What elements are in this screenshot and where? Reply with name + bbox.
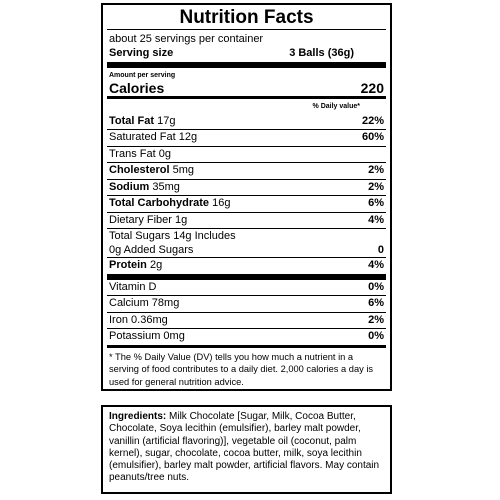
nutrient-row <box>107 195 386 212</box>
vitamins-list <box>103 280 390 345</box>
ingredients-heading: Ingredients: <box>109 411 167 422</box>
nutrient-name: Saturated Fat <box>109 131 176 143</box>
vitamin-name: Iron <box>109 313 128 326</box>
vitamin-row <box>107 280 386 296</box>
vitamin-name: Calcium <box>109 297 149 309</box>
nutrient-dv: 60% <box>361 131 384 143</box>
nutrient-amount: 0g <box>158 147 171 160</box>
protein-amount: 2g <box>149 259 163 271</box>
calories-label: Calories <box>109 79 165 96</box>
nutrient-dv: 4% <box>368 213 384 226</box>
nutrient-dv: 2% <box>368 164 384 176</box>
vitamin-dv: 2% <box>368 313 384 326</box>
nutrient-name: Sodium <box>109 180 150 193</box>
nutrient-amount: 1g <box>175 213 188 226</box>
nutrient-amount: 17g <box>157 114 176 127</box>
vitamin-dv: 0% <box>368 330 384 342</box>
nutrition-title: Nutrition Facts <box>179 7 314 28</box>
amount-per-serving: Amount per serving <box>109 71 176 79</box>
nutrient-row <box>107 114 386 130</box>
nutrient-amount: 5mg <box>172 164 194 176</box>
vitamin-row <box>107 312 386 329</box>
nutrient-name: Cholesterol <box>109 164 170 176</box>
nutrient-row <box>107 212 386 229</box>
nutrient-name: Dietary Fiber <box>109 213 172 226</box>
nutrient-amount: 35mg <box>152 180 180 193</box>
ingredients-panel <box>101 405 392 494</box>
nutrient-dv: 22% <box>361 114 384 127</box>
serving-size-value: 3 Balls (36g) <box>289 47 354 59</box>
sugars-row <box>107 228 386 257</box>
nutrient-name: Total Carbohydrate <box>109 197 210 209</box>
daily-value-footnote: * The % Daily Value (DV) tells you how much a nutrient in a serving of food contributes to a daily diet. 2,000 calories a day is used for general nutrition advice. <box>109 351 374 387</box>
vitamin-dv: 0% <box>368 280 384 293</box>
nutrient-amount: 16g <box>212 197 231 209</box>
added-sugars-line: 0g Added Sugars <box>109 244 194 256</box>
nutrient-row <box>107 129 386 146</box>
serving-size-label: Serving size <box>109 47 174 59</box>
vitamin-amount: 78mg <box>151 297 180 309</box>
ingredients-text: Milk Chocolate [Sugar, Milk, Cocoa Butter, Chocolate, Soya lecithin (emulsifier), barley malt powder, vanillin (artificial flavoring)], vegetable oil (coconut, palm kernel), sugar, chocolate, cocoa butter, milk, soya lecithin (emulsifier), barley malt powder, artificial flavors. May contain peanuts/tree nuts. <box>109 411 380 484</box>
nutrition-facts-panel <box>101 3 392 391</box>
nutrient-row <box>107 146 386 163</box>
nutrients-list <box>103 114 390 274</box>
nutrient-name: Trans Fat <box>109 147 156 160</box>
vitamin-row <box>107 295 386 312</box>
serving-size-row <box>103 46 390 62</box>
vitamin-name: Potassium <box>109 330 161 342</box>
nutrient-row <box>107 162 386 179</box>
nutrient-dv: 6% <box>368 197 384 209</box>
added-sugars-dv: 0 <box>377 244 384 256</box>
nutrient-amount: 12g <box>178 131 198 143</box>
vitamin-amount: 0mg <box>163 330 185 342</box>
vitamin-amount: 0.36mg <box>131 313 168 326</box>
total-sugars-line: Total Sugars 14g Includes <box>109 230 236 242</box>
protein-row <box>107 257 386 274</box>
protein-dv: 4% <box>368 259 384 271</box>
calories-row <box>103 80 390 96</box>
nutrient-row <box>107 179 386 196</box>
servings-per-container: about 25 servings per container <box>109 33 264 45</box>
vitamin-row <box>107 328 386 345</box>
vitamin-dv: 6% <box>368 297 384 309</box>
daily-value-header: % Daily value* <box>312 102 360 110</box>
vitamin-name: Vitamin D <box>109 280 157 293</box>
calories-value: 220 <box>360 79 384 96</box>
nutrient-dv: 2% <box>368 180 384 193</box>
protein-name: Protein <box>109 259 147 271</box>
nutrient-name: Total Fat <box>109 114 155 127</box>
